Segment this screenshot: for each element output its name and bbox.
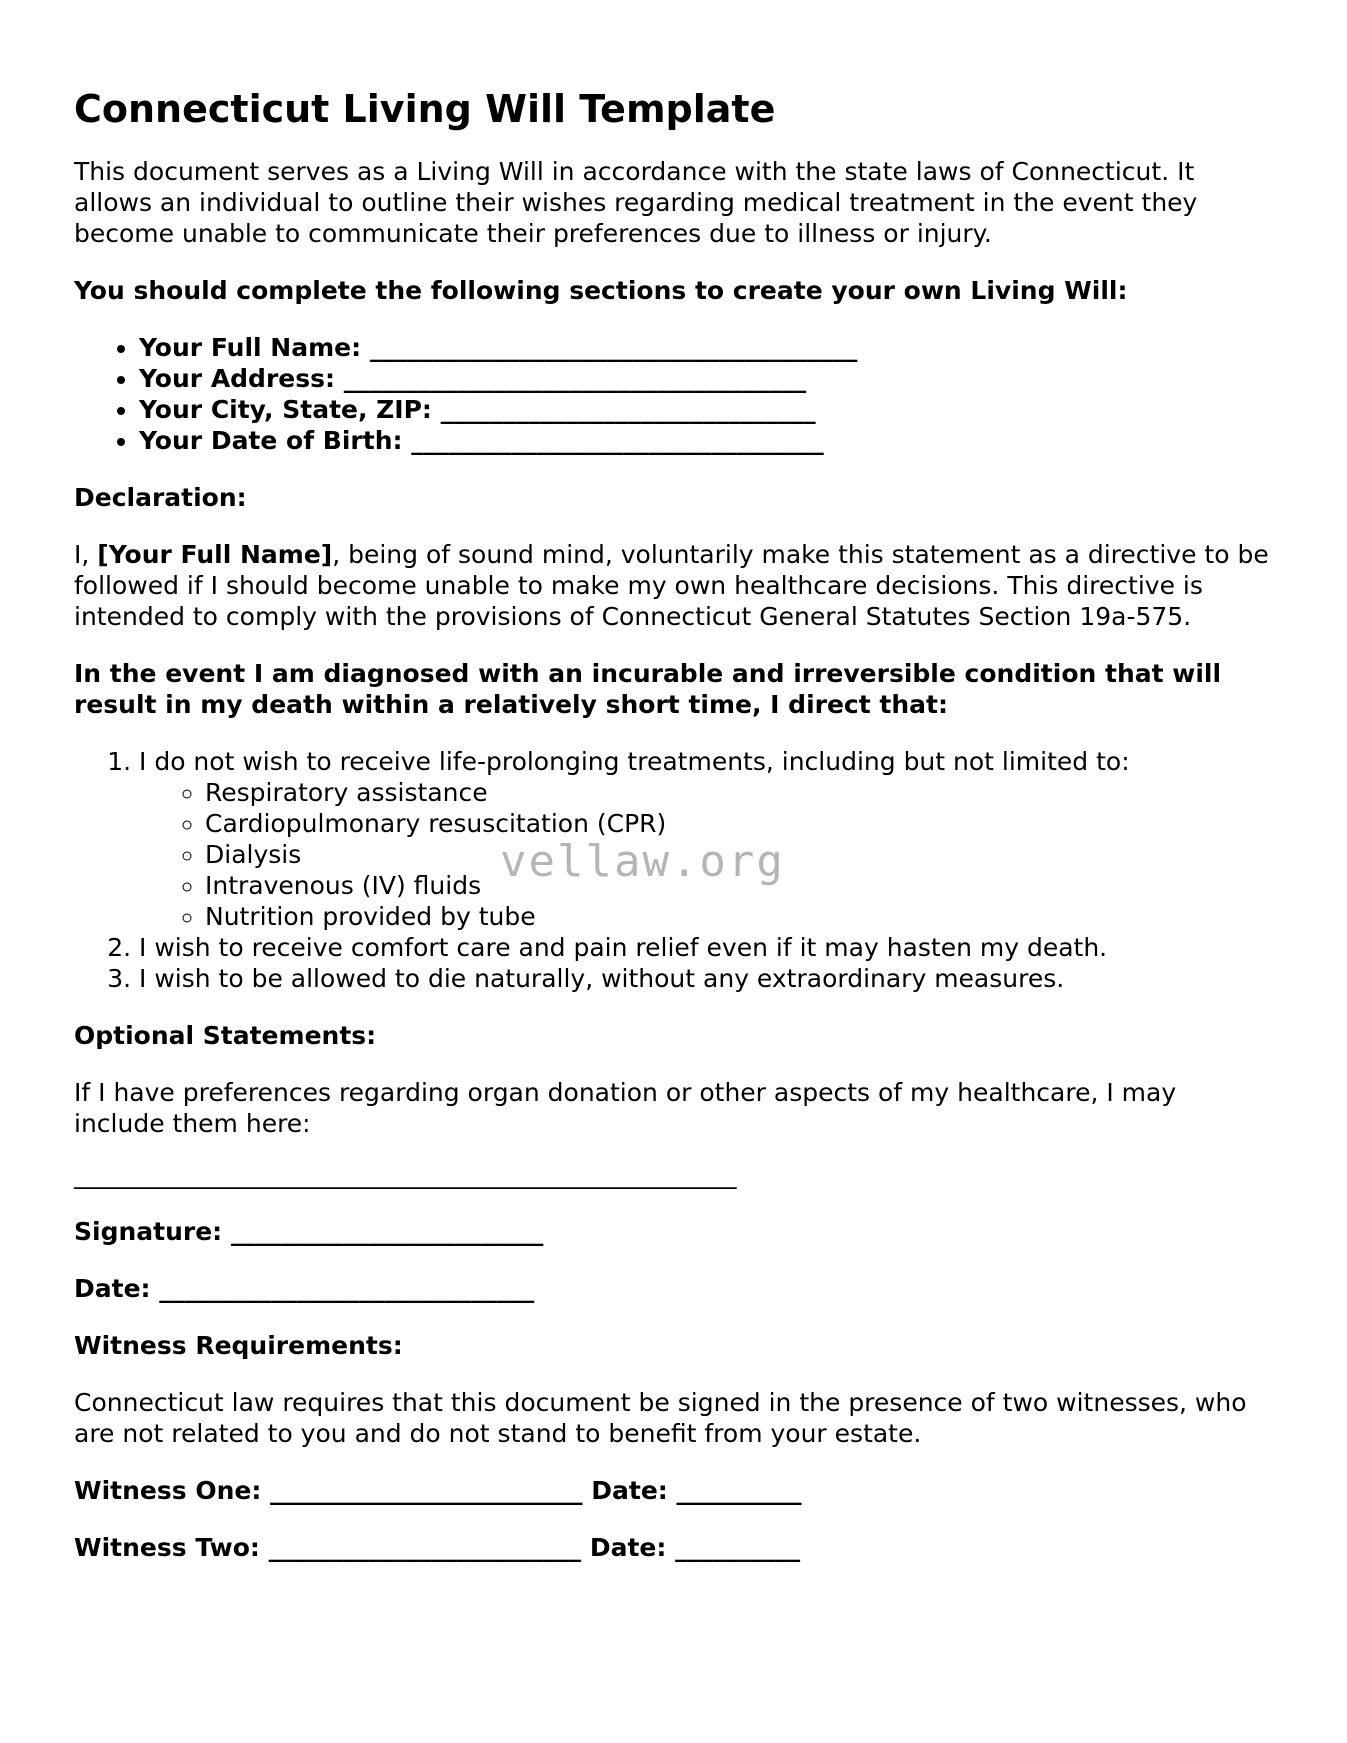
directives-list: [74, 746, 1274, 994]
date-of-birth-blank[interactable]: _________________________________: [411, 426, 824, 455]
witness-two-date-label: Date:: [589, 1533, 667, 1562]
directive-2: I wish to receive comfort care and pain relief even if it may hasten my death.: [139, 933, 1108, 962]
witness-paragraph: Connecticut law requires that this document be signed in the presence of two witnesses, who are not related to you and do not stand to benefit from your estate.: [74, 1388, 1247, 1448]
personal-fields-list: [74, 332, 1274, 456]
witness-one-line: [74, 1475, 1274, 1506]
full-name-blank[interactable]: _______________________________________: [369, 333, 858, 362]
city-state-zip-label: Your City, State, ZIP:: [139, 395, 432, 424]
date-line: [74, 1273, 1274, 1304]
intro-paragraph: This document serves as a Living Will in accordance with the state laws of Connecticut. It allows an individual to outline their wishes regarding medical treatment in the event they become unable to communicate their preferences due to illness or injury.: [74, 157, 1198, 248]
city-state-zip-blank[interactable]: ______________________________: [440, 395, 816, 424]
name-placeholder: [Your Full Name]: [97, 540, 333, 569]
list-item: [139, 963, 1274, 994]
list-item: [139, 394, 1274, 425]
list-item: ◦ Dialysis: [205, 839, 1274, 870]
page-title: Connecticut Living Will Template: [74, 87, 776, 131]
complete-heading: You should complete the following sections to create your own Living Will:: [74, 276, 1128, 305]
treatments-list: [139, 777, 1274, 932]
directive-1: I do not wish to receive life-prolonging treatments, including but not limited to:: [139, 747, 1130, 776]
address-blank[interactable]: _____________________________________: [343, 364, 807, 393]
witness-two-date-blank[interactable]: __________: [675, 1533, 801, 1562]
signature-label: Signature:: [74, 1217, 223, 1246]
witness-heading: Witness Requirements:: [74, 1331, 403, 1360]
declaration-paragraph: [74, 539, 1274, 632]
witness-two-label: Witness Two:: [74, 1533, 260, 1562]
witness-two-line: [74, 1532, 1274, 1563]
optional-paragraph: If I have preferences regarding organ donation or other aspects of my healthcare, I may include them here:: [74, 1078, 1177, 1138]
optional-statement-blank[interactable]: _____________________________________________________: [74, 1160, 737, 1189]
document-page: [74, 86, 1274, 1589]
witness-one-date-label: Date:: [591, 1476, 668, 1505]
list-item: [139, 746, 1274, 932]
date-of-birth-label: Your Date of Birth:: [139, 426, 403, 455]
full-name-label: Your Full Name:: [139, 333, 362, 362]
list-item: ◦ Intravenous (IV) fluids: [205, 870, 1274, 901]
list-item: [139, 425, 1274, 456]
optional-heading: Optional Statements:: [74, 1021, 377, 1050]
event-heading: In the event I am diagnosed with an incurable and irreversible condition that will result in my death within a relatively short time, I direct that:: [74, 659, 1222, 719]
date-label: Date:: [74, 1274, 151, 1303]
declaration-heading: Declaration:: [74, 483, 247, 512]
witness-one-label: Witness One:: [74, 1476, 262, 1505]
list-item: ◦ Cardiopulmonary resuscitation (CPR): [205, 808, 1274, 839]
directive-3: I wish to be allowed to die naturally, without any extraordinary measures.: [139, 964, 1065, 993]
list-item: ◦ Nutrition provided by tube: [205, 901, 1274, 932]
list-item: [139, 332, 1274, 363]
watermark: vellaw.org: [500, 836, 785, 887]
address-label: Your Address:: [139, 364, 335, 393]
signature-line: [74, 1216, 1274, 1247]
list-item: ◦ Respiratory assistance: [205, 777, 1274, 808]
witness-one-blank[interactable]: _________________________: [270, 1476, 583, 1505]
declaration-prefix: I,: [74, 540, 98, 569]
witness-two-blank[interactable]: _________________________: [268, 1533, 582, 1562]
witness-one-date-blank[interactable]: __________: [676, 1476, 802, 1505]
date-blank[interactable]: ______________________________: [159, 1274, 535, 1303]
list-item: [139, 932, 1274, 963]
signature-blank[interactable]: _________________________: [230, 1217, 544, 1246]
list-item: [139, 363, 1274, 394]
declaration-text: , being of sound mind, voluntarily make this statement as a directive to be followed if I should become unable to make my own healthcare decisions. This directive is intended to comply with the provisions of Connecticut General Statutes Section 19a-575.: [74, 540, 1269, 631]
